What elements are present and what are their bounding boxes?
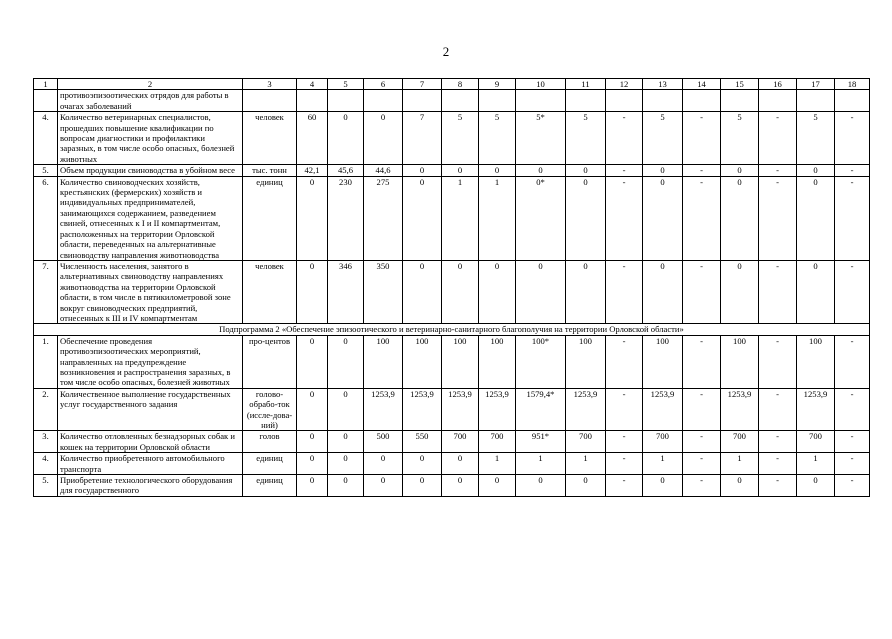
header-cell: 6	[364, 79, 403, 90]
header-cell: 16	[759, 79, 797, 90]
value-cell: -	[759, 335, 797, 388]
value-cell: -	[759, 176, 797, 260]
row-number	[34, 90, 58, 112]
value-cell: -	[835, 112, 870, 165]
value-cell	[797, 90, 835, 112]
table-row	[34, 475, 870, 497]
value-cell: 1253,9	[442, 388, 479, 431]
value-cell	[516, 90, 566, 112]
value-cell: -	[835, 260, 870, 323]
value-cell: -	[683, 260, 721, 323]
value-cell: 550	[403, 431, 442, 453]
unit-cell: единиц	[243, 475, 297, 497]
value-cell: 0	[721, 176, 759, 260]
value-cell: -	[683, 335, 721, 388]
value-cell: -	[683, 453, 721, 475]
value-cell: 45,6	[328, 165, 364, 176]
indicator-name: Численность населения, занятого в альтернативных свиноводству направлениях животноводства на территории Орловской области, в том числе в пятикилометровой зоне вокруг свиноводческих предприятий, отнесенных к III и IV компартментам	[58, 260, 243, 323]
value-cell: -	[835, 176, 870, 260]
value-cell: -	[759, 165, 797, 176]
value-cell: 0	[643, 260, 683, 323]
header-cell: 1	[34, 79, 58, 90]
value-cell: 0	[297, 260, 328, 323]
row-number: 6.	[34, 176, 58, 260]
header-cell: 10	[516, 79, 566, 90]
value-cell: 100*	[516, 335, 566, 388]
value-cell: 1253,9	[797, 388, 835, 431]
table-row	[34, 260, 870, 323]
indicator-name: Количество ветеринарных специалистов, прошедших повышение квалификации по вопросам диагностики и профилактики заразных, в том числе особо опасных, болезней животных	[58, 112, 243, 165]
value-cell: 1	[721, 453, 759, 475]
value-cell: 0	[797, 165, 835, 176]
indicator-name: Количественное выполнение государственных услуг государственного задания	[58, 388, 243, 431]
value-cell: 100	[364, 335, 403, 388]
value-cell: 0	[797, 475, 835, 497]
unit-cell: человек	[243, 112, 297, 165]
header-cell: 4	[297, 79, 328, 90]
row-number: 1.	[34, 335, 58, 388]
value-cell: 5	[643, 112, 683, 165]
value-cell: 5	[721, 112, 759, 165]
header-cell: 2	[58, 79, 243, 90]
value-cell: 1253,9	[364, 388, 403, 431]
unit-cell: человек	[243, 260, 297, 323]
value-cell: 0	[364, 453, 403, 475]
value-cell: 100	[566, 335, 606, 388]
value-cell: 0	[566, 260, 606, 323]
value-cell: 0	[403, 176, 442, 260]
value-cell	[479, 90, 516, 112]
value-cell: 100	[479, 335, 516, 388]
table-row	[34, 388, 870, 431]
value-cell: 1	[566, 453, 606, 475]
table-row	[34, 335, 870, 388]
value-cell: 0	[297, 453, 328, 475]
value-cell: 0	[403, 165, 442, 176]
subprogram-row	[34, 324, 870, 335]
value-cell: 0	[364, 112, 403, 165]
subprogram-title: Подпрограмма 2 «Обеспечение эпизоотического и ветеринарно-санитарного благополучия на территории Орловской области»	[34, 324, 870, 335]
value-cell: 0	[797, 260, 835, 323]
value-cell: 5	[442, 112, 479, 165]
value-cell: 0	[364, 475, 403, 497]
value-cell: 0	[328, 388, 364, 431]
row-number: 5.	[34, 165, 58, 176]
value-cell: 700	[797, 431, 835, 453]
value-cell	[297, 90, 328, 112]
value-cell: -	[606, 260, 643, 323]
value-cell: 100	[403, 335, 442, 388]
value-cell: 42,1	[297, 165, 328, 176]
indicator-name: Обеспечение проведения противоэпизоотических мероприятий, направленных на предупреждение возникновения и распространения заразных, в том числе особо опасных, болезней животных	[58, 335, 243, 388]
value-cell: 100	[721, 335, 759, 388]
value-cell: 0	[328, 335, 364, 388]
indicator-name: Количество отловленных безнадзорных собак и кошек на территории Орловской области	[58, 431, 243, 453]
value-cell: -	[606, 176, 643, 260]
value-cell: 5	[479, 112, 516, 165]
value-cell: 0	[328, 475, 364, 497]
value-cell: 0	[442, 260, 479, 323]
value-cell: 0	[297, 176, 328, 260]
value-cell: 230	[328, 176, 364, 260]
header-cell: 8	[442, 79, 479, 90]
value-cell: 100	[643, 335, 683, 388]
unit-cell	[243, 90, 297, 112]
page-number: 2	[442, 44, 450, 59]
value-cell: -	[606, 335, 643, 388]
value-cell: 0	[643, 165, 683, 176]
value-cell: 0	[479, 475, 516, 497]
value-cell: 5	[566, 112, 606, 165]
header-row	[34, 79, 870, 90]
value-cell: -	[606, 453, 643, 475]
value-cell: -	[606, 165, 643, 176]
value-cell: 346	[328, 260, 364, 323]
value-cell: 0	[566, 165, 606, 176]
unit-cell: тыс. тонн	[243, 165, 297, 176]
value-cell: 1	[442, 176, 479, 260]
value-cell: 0	[516, 475, 566, 497]
value-cell: 1	[516, 453, 566, 475]
header-cell: 11	[566, 79, 606, 90]
unit-cell: про-центов	[243, 335, 297, 388]
unit-cell: голово-обрабо-ток (иссле-дова-ний)	[243, 388, 297, 431]
value-cell: -	[759, 475, 797, 497]
value-cell: 700	[643, 431, 683, 453]
value-cell: -	[759, 431, 797, 453]
table-row	[34, 431, 870, 453]
value-cell: -	[606, 431, 643, 453]
value-cell: 350	[364, 260, 403, 323]
value-cell: -	[835, 335, 870, 388]
value-cell: -	[835, 165, 870, 176]
value-cell: 700	[442, 431, 479, 453]
value-cell: 0	[479, 165, 516, 176]
value-cell: 0	[721, 475, 759, 497]
value-cell: 0	[297, 475, 328, 497]
header-cell: 7	[403, 79, 442, 90]
value-cell: 0	[328, 112, 364, 165]
indicator-name: противоэпизоотических отрядов для работы в очагах заболеваний	[58, 90, 243, 112]
header-cell: 15	[721, 79, 759, 90]
value-cell: 0	[297, 431, 328, 453]
value-cell: 1	[479, 176, 516, 260]
value-cell	[643, 90, 683, 112]
value-cell: 0	[297, 388, 328, 431]
value-cell	[566, 90, 606, 112]
value-cell: 0	[442, 475, 479, 497]
value-cell: -	[835, 475, 870, 497]
value-cell: 0	[797, 176, 835, 260]
indicators-table	[33, 78, 870, 497]
value-cell	[403, 90, 442, 112]
row-number: 3.	[34, 431, 58, 453]
indicator-name: Приобретение технологического оборудования для государственного	[58, 475, 243, 497]
value-cell: 1253,9	[566, 388, 606, 431]
header-cell: 5	[328, 79, 364, 90]
header-cell: 18	[835, 79, 870, 90]
value-cell: 0	[643, 176, 683, 260]
row-number: 5.	[34, 475, 58, 497]
header-cell: 17	[797, 79, 835, 90]
value-cell: -	[683, 431, 721, 453]
value-cell: 0*	[516, 176, 566, 260]
table-row	[34, 176, 870, 260]
indicator-name: Количество приобретенного автомобильного транспорта	[58, 453, 243, 475]
value-cell	[721, 90, 759, 112]
value-cell: 1579,4*	[516, 388, 566, 431]
value-cell: 951*	[516, 431, 566, 453]
value-cell: 700	[479, 431, 516, 453]
value-cell: -	[835, 453, 870, 475]
value-cell: -	[759, 112, 797, 165]
value-cell: 5*	[516, 112, 566, 165]
row-number: 4.	[34, 453, 58, 475]
header-cell: 13	[643, 79, 683, 90]
value-cell: 0	[721, 260, 759, 323]
value-cell: 0	[403, 475, 442, 497]
value-cell: -	[683, 176, 721, 260]
value-cell: -	[835, 431, 870, 453]
value-cell: 44,6	[364, 165, 403, 176]
value-cell: 0	[516, 165, 566, 176]
value-cell: 1	[479, 453, 516, 475]
unit-cell: единиц	[243, 453, 297, 475]
value-cell: 0	[442, 165, 479, 176]
value-cell: 0	[479, 260, 516, 323]
value-cell: 100	[442, 335, 479, 388]
value-cell: -	[759, 388, 797, 431]
value-cell: 1253,9	[643, 388, 683, 431]
value-cell: 0	[403, 260, 442, 323]
header-cell: 9	[479, 79, 516, 90]
value-cell: 0	[566, 475, 606, 497]
value-cell: 0	[721, 165, 759, 176]
table-row	[34, 165, 870, 176]
table-row	[34, 112, 870, 165]
value-cell	[606, 90, 643, 112]
value-cell: 0	[328, 453, 364, 475]
value-cell: 0	[566, 176, 606, 260]
value-cell: 0	[442, 453, 479, 475]
unit-cell: единиц	[243, 176, 297, 260]
value-cell: 275	[364, 176, 403, 260]
value-cell: -	[683, 388, 721, 431]
value-cell: 1	[643, 453, 683, 475]
header-cell: 3	[243, 79, 297, 90]
value-cell: -	[835, 388, 870, 431]
value-cell: -	[606, 112, 643, 165]
value-cell: 1	[797, 453, 835, 475]
indicator-name: Количество свиноводческих хозяйств, крестьянских (фермерских) хозяйств и индивидуальных предпринимателей, занимающихся содержанием, разведением свиней, отнесенных к I и II компартментам, расположенных на территории Орловской области, переведенных на альтернативные свиноводству направления животноводства	[58, 176, 243, 260]
value-cell: 60	[297, 112, 328, 165]
value-cell	[364, 90, 403, 112]
value-cell: 5	[797, 112, 835, 165]
value-cell: -	[683, 112, 721, 165]
table-row	[34, 453, 870, 475]
value-cell	[683, 90, 721, 112]
value-cell	[835, 90, 870, 112]
header-cell: 14	[683, 79, 721, 90]
value-cell: -	[683, 475, 721, 497]
value-cell: -	[606, 388, 643, 431]
value-cell: -	[759, 260, 797, 323]
row-number: 2.	[34, 388, 58, 431]
value-cell: 1253,9	[721, 388, 759, 431]
value-cell: 1253,9	[479, 388, 516, 431]
indicator-name: Объем продукции свиноводства в убойном весе	[58, 165, 243, 176]
value-cell: 0	[643, 475, 683, 497]
value-cell	[759, 90, 797, 112]
value-cell	[442, 90, 479, 112]
value-cell: 1253,9	[403, 388, 442, 431]
value-cell: 700	[721, 431, 759, 453]
unit-cell: голов	[243, 431, 297, 453]
value-cell: 0	[297, 335, 328, 388]
value-cell	[328, 90, 364, 112]
value-cell: 0	[403, 453, 442, 475]
row-number: 4.	[34, 112, 58, 165]
row-number: 7.	[34, 260, 58, 323]
value-cell: 100	[797, 335, 835, 388]
value-cell: 0	[516, 260, 566, 323]
header-cell: 12	[606, 79, 643, 90]
value-cell: -	[759, 453, 797, 475]
value-cell: 500	[364, 431, 403, 453]
value-cell: 7	[403, 112, 442, 165]
value-cell: 0	[328, 431, 364, 453]
value-cell: 700	[566, 431, 606, 453]
table-row	[34, 90, 870, 112]
value-cell: -	[606, 475, 643, 497]
value-cell: -	[683, 165, 721, 176]
